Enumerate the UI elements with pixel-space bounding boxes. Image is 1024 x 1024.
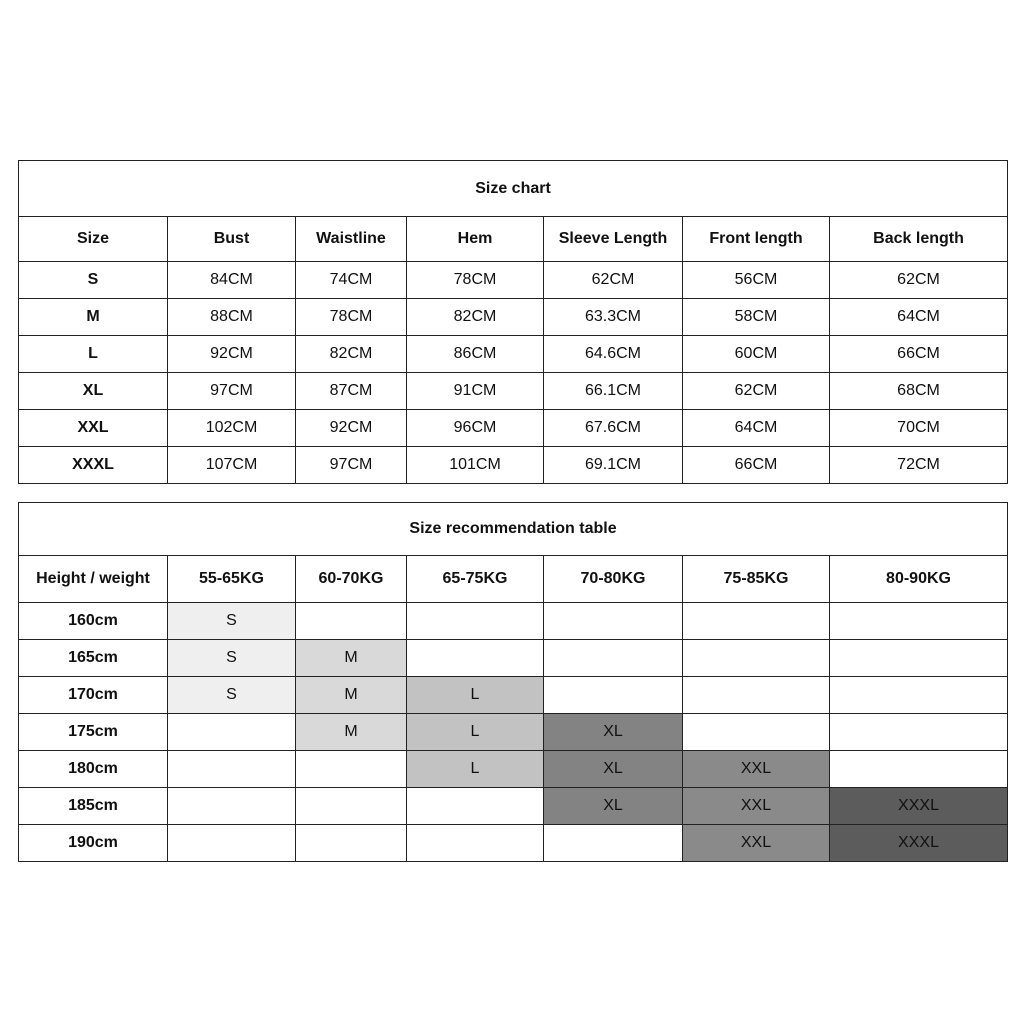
empty-cell [683,640,830,677]
recommended-size-cell: L [407,677,544,714]
size-chart-table [18,160,1008,484]
measurement-cell: 84CM [168,262,296,299]
measurement-cell: 58CM [683,299,830,336]
recommendation-header-weight-4: 70-80KG [544,556,683,603]
measurement-cell: 72CM [830,447,1008,484]
size-label: S [19,262,168,299]
empty-cell [830,677,1008,714]
measurement-cell: 82CM [296,336,407,373]
size-chart-header-front-length: Front length [683,217,830,262]
recommended-size-cell: XL [544,751,683,788]
height-label: 185cm [19,788,168,825]
empty-cell [683,714,830,751]
recommendation-title: Size recommendation table [19,503,1008,556]
recommendation-header-weight-3: 65-75KG [407,556,544,603]
measurement-cell: 107CM [168,447,296,484]
measurement-cell: 78CM [407,262,544,299]
height-label: 165cm [19,640,168,677]
measurement-cell: 62CM [830,262,1008,299]
empty-cell [544,677,683,714]
measurement-cell: 66.1CM [544,373,683,410]
size-chart-header-hem: Hem [407,217,544,262]
recommended-size-cell: L [407,714,544,751]
empty-cell [544,603,683,640]
size-label: XXXL [19,447,168,484]
recommendation-row [19,751,1008,788]
recommended-size-cell: M [296,677,407,714]
measurement-cell: 96CM [407,410,544,447]
measurement-cell: 82CM [407,299,544,336]
recommendation-header-weight-2: 60-70KG [296,556,407,603]
measurement-cell: 69.1CM [544,447,683,484]
measurement-cell: 56CM [683,262,830,299]
measurement-cell: 86CM [407,336,544,373]
size-chart-header-size: Size [19,217,168,262]
empty-cell [407,788,544,825]
measurement-cell: 97CM [296,447,407,484]
height-label: 190cm [19,825,168,862]
size-chart-header-waistline: Waistline [296,217,407,262]
recommendation-header-height-weight: Height / weight [19,556,168,603]
size-recommendation-table [18,502,1008,862]
empty-cell [830,603,1008,640]
recommended-size-cell: XXXL [830,788,1008,825]
empty-cell [296,788,407,825]
size-label: L [19,336,168,373]
size-chart-header-sleeve-length: Sleeve Length [544,217,683,262]
measurement-cell: 91CM [407,373,544,410]
recommendation-body [19,603,1008,862]
measurement-cell: 66CM [830,336,1008,373]
measurement-cell: 64CM [683,410,830,447]
recommended-size-cell: S [168,677,296,714]
size-chart-row [19,262,1008,299]
size-chart-row [19,299,1008,336]
recommended-size-cell: S [168,603,296,640]
measurement-cell: 66CM [683,447,830,484]
measurement-cell: 68CM [830,373,1008,410]
empty-cell [168,788,296,825]
recommended-size-cell: XL [544,714,683,751]
size-label: M [19,299,168,336]
empty-cell [544,825,683,862]
recommendation-header-weight-6: 80-90KG [830,556,1008,603]
size-chart-row [19,336,1008,373]
empty-cell [830,714,1008,751]
recommended-size-cell: XL [544,788,683,825]
measurement-cell: 64.6CM [544,336,683,373]
empty-cell [296,751,407,788]
recommendation-row [19,677,1008,714]
recommended-size-cell: M [296,714,407,751]
recommendation-row [19,603,1008,640]
measurement-cell: 92CM [296,410,407,447]
recommendation-header-weight-5: 75-85KG [683,556,830,603]
recommended-size-cell: XXL [683,751,830,788]
empty-cell [296,825,407,862]
recommendation-row [19,714,1008,751]
size-chart-header-bust: Bust [168,217,296,262]
measurement-cell: 63.3CM [544,299,683,336]
recommendation-row [19,825,1008,862]
recommended-size-cell: XXL [683,788,830,825]
empty-cell [683,677,830,714]
recommendation-row [19,788,1008,825]
empty-cell [407,603,544,640]
measurement-cell: 78CM [296,299,407,336]
empty-cell [683,603,830,640]
recommended-size-cell: XXXL [830,825,1008,862]
measurement-cell: 62CM [544,262,683,299]
height-label: 175cm [19,714,168,751]
recommendation-header-weight-1: 55-65KG [168,556,296,603]
measurement-cell: 62CM [683,373,830,410]
empty-cell [830,751,1008,788]
size-label: XL [19,373,168,410]
recommended-size-cell: M [296,640,407,677]
measurement-cell: 88CM [168,299,296,336]
size-chart-row [19,373,1008,410]
size-chart-row [19,410,1008,447]
height-label: 160cm [19,603,168,640]
size-chart-row [19,447,1008,484]
empty-cell [830,640,1008,677]
measurement-cell: 92CM [168,336,296,373]
measurement-cell: 60CM [683,336,830,373]
measurement-cell: 87CM [296,373,407,410]
size-label: XXL [19,410,168,447]
measurement-cell: 64CM [830,299,1008,336]
empty-cell [168,751,296,788]
measurement-cell: 67.6CM [544,410,683,447]
size-chart-title: Size chart [19,161,1008,217]
recommended-size-cell: S [168,640,296,677]
recommended-size-cell: XXL [683,825,830,862]
measurement-cell: 74CM [296,262,407,299]
empty-cell [168,714,296,751]
empty-cell [168,825,296,862]
measurement-cell: 97CM [168,373,296,410]
empty-cell [544,640,683,677]
recommended-size-cell: L [407,751,544,788]
measurement-cell: 102CM [168,410,296,447]
height-label: 170cm [19,677,168,714]
size-chart-header-back-length: Back length [830,217,1008,262]
empty-cell [407,825,544,862]
size-chart-body [19,262,1008,484]
empty-cell [296,603,407,640]
empty-cell [407,640,544,677]
measurement-cell: 70CM [830,410,1008,447]
measurement-cell: 101CM [407,447,544,484]
recommendation-row [19,640,1008,677]
height-label: 180cm [19,751,168,788]
